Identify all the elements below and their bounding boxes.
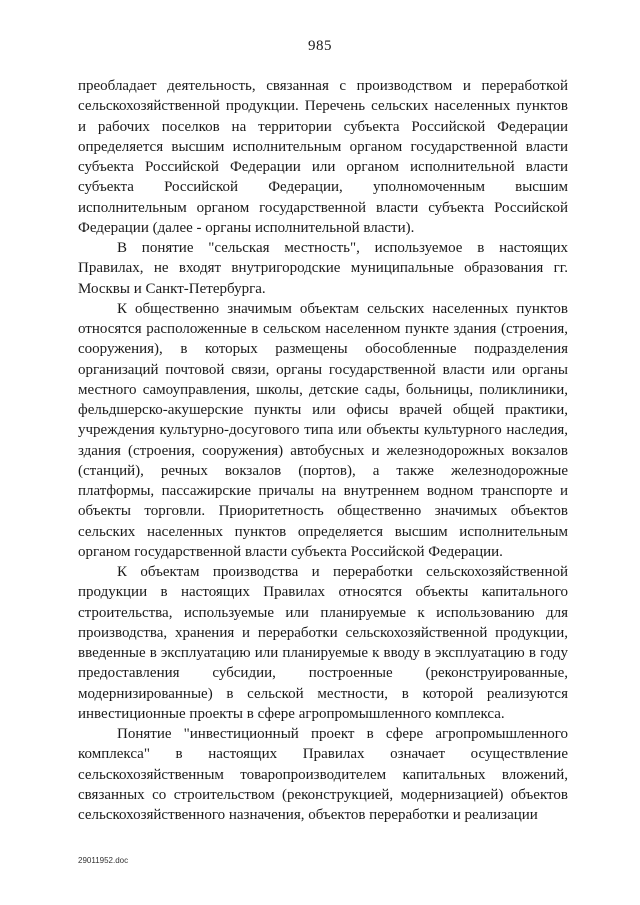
paragraph: преобладает деятельность, связанная с производством и переработкой сельскохозяйственной продукции. Перечень сельских населенных пунктов и рабочих поселков на территории субъекта Российской Федерации определяется высшим исполнительным органом государственной власти субъекта Российской Федерации или органом исполнительной власти субъекта Российской Федерации, уполномоченным высшим исполнительным органом государственной власти субъекта Российской Федерации (далее - органы исполнительной власти).: [78, 78, 568, 236]
paragraph: К объектам производства и переработки сельскохозяйственной продукции в настоящих Правилах относятся объекты капитального строительства, используемые или планируемые к использованию для производства, хранения и переработки сельскохозяйственной продукции, введенные в эксплуатацию или планируемые к вводу в эксплуатацию в году предоставления субсидии, построенные (реконструированные, модернизированные) в сельской местности, в которой реализуются инвестиционные проекты в сфере агропромышленного комплекса.: [78, 564, 568, 722]
paragraph: К общественно значимым объектам сельских населенных пунктов относятся расположенные в сельском населенном пункте здания (строения, сооружения), в которых размещены обособленные подразделения организаций почтовой связи, органы государственной власти или органы местного самоуправления, школы, детские сады, больницы, поликлиники, фельдшерско-акушерские пункты или офисы врачей общей практики, учреждения культурно-досугового типа или объекты культурного наследия, здания (строения, сооружения) автобусных и железнодорожных вокзалов (станций), речных вокзалов (портов), а также железнодорожные платформы, пассажирские причалы на внутреннем водном транспорте и объекты торговли. Приоритетность общественно значимых объектов сельских населенных пунктов определяется высшим исполнительным органом государственной власти субъекта Российской Федерации.: [78, 300, 568, 560]
footer-filename: 29011952.doc: [78, 856, 129, 865]
page-number: 985: [308, 38, 332, 54]
paragraph: Понятие "инвестиционный проект в сфере агропромышленного комплекса" в настоящих Правилах означает осуществление сельскохозяйственным товаропроизводителем капитальных вложений, связанных со строительством (реконструкцией, модернизацией) объектов сельскохозяйственного назначения, объектов переработки и реализации: [78, 726, 568, 823]
document-body: [78, 76, 568, 825]
paragraph: В понятие "сельская местность", используемое в настоящих Правилах, не входят внутригородские муниципальные образования гг. Москвы и Санкт-Петербурга.: [78, 240, 568, 297]
